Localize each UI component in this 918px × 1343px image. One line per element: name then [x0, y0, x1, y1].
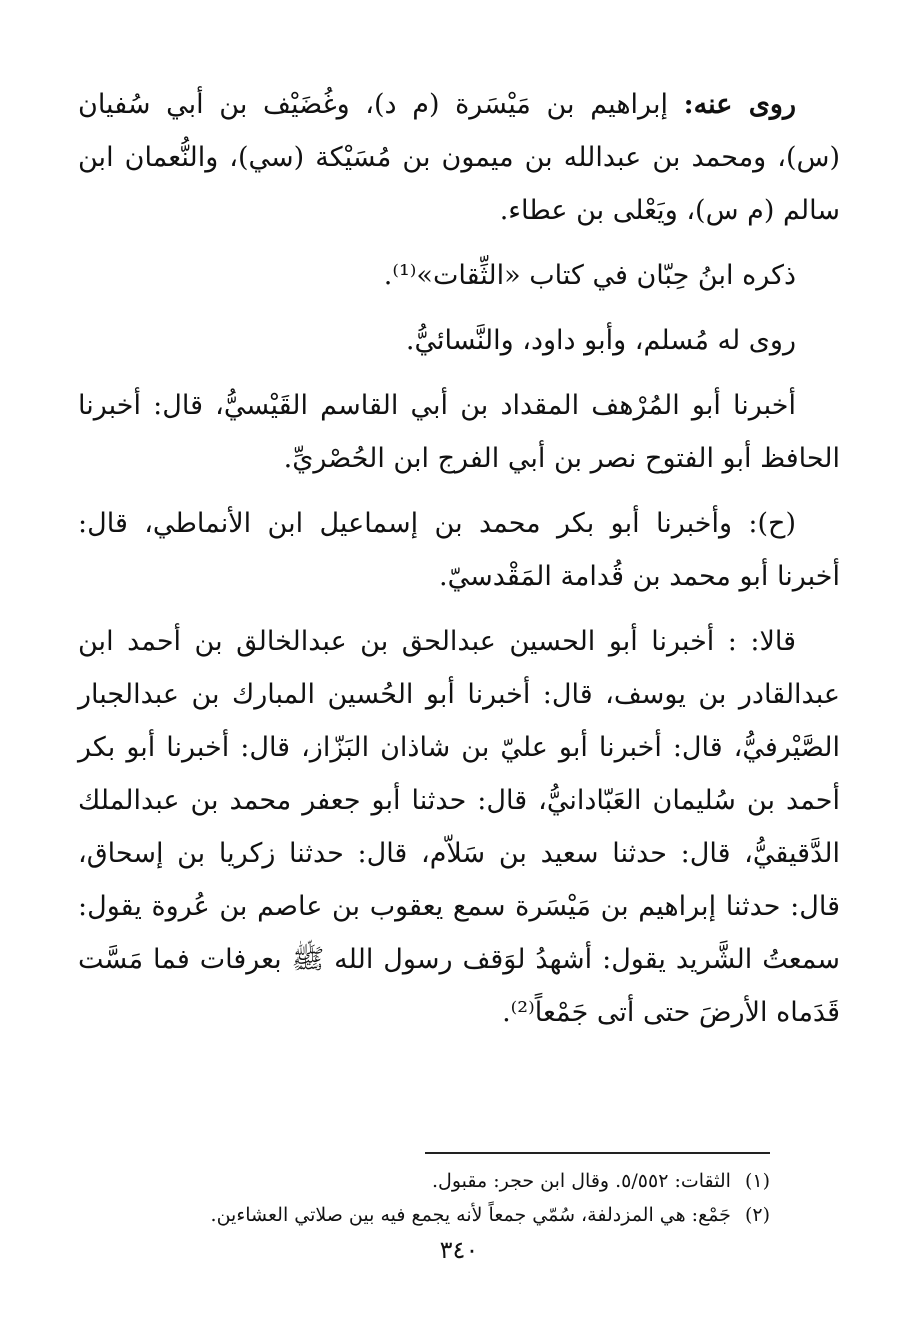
hadith-paragraph: قالا: : أخبرنا أبو الحسين عبدالحق بن عبدالخالق بن أحمد ابن عبدالقادر بن يوسف، قال: أخبرنا أبو الحُسين المبارك بن عبدالجبار الصَّيْرفيُّ، قال: أخبرنا أبو عليّ بن شاذان البَزّاز، قال: أخبرنا أبو بكر أحمد بن سُليمان العَبّادانيُّ، قال: حدثنا أبو جعفر محمد بن عبدالملك الدَّقيقيُّ، قال: حدثنا سعيد بن سَلاّم، قال: حدثنا زكريا بن إسحاق، قال: حدثنا إبراهيم بن مَيْسَرة سمع يعقوب بن عاصم بن عُروة يقول: سمعتُ الشَّريد يقول: أشهدُ لوَقف رسول الله ﷺ بعرفات فما مَسَّت قَدَماه الأرضَ حتى أتى جَمْعاً⁽²⁾. — [78, 626, 840, 1028]
footnote-text: جَمْع: هي المزدلفة، سُمّي جمعاً لأنه يجمع فيه بين صلاتي العشاءين. — [210, 1204, 731, 1226]
footnote-text: الثقات: ٥/٥٥٢. وقال ابن حجر: مقبول. — [432, 1170, 731, 1192]
main-text — [78, 78, 840, 1051]
narrators-text: إبراهيم بن مَيْسَرة (م د)، وغُضَيْف بن أبي سُفيان (س)، ومحمد بن عبدالله بن ميمون بن مُسَيْكة (سي)، والنُّعمان ابن سالم (م س)، ويَعْلى بن عطاء. — [78, 89, 840, 226]
page-number: ٣٤٠ — [439, 1236, 479, 1264]
ibn-hibban-mention: ذكره ابنُ حِبّان في كتاب «الثِّقات»⁽¹⁾. — [383, 260, 796, 291]
narrators-paragraph — [78, 78, 840, 237]
footnotes — [78, 1152, 770, 1232]
transmitters-line: روى له مُسلم، وأبو داود، والنَّسائيُّ. — [405, 325, 796, 356]
isnad-paragraph-2: (ح): وأخبرنا أبو بكر محمد بن إسماعيل ابن الأنماطي، قال: أخبرنا أبو محمد بن قُدامة المَقْدسيّ. — [78, 508, 840, 592]
footnote-2 — [78, 1198, 770, 1232]
footnote-1 — [78, 1164, 770, 1198]
narrators-label: روى عنه: — [683, 89, 796, 120]
isnad-paragraph-1: أخبرنا أبو المُرْهف المقداد بن أبي القاسم القَيْسيُّ، قال: أخبرنا الحافظ أبو الفتوح نصر بن أبي الفرج ابن الحُصْريِّ. — [78, 390, 840, 474]
footnote-number: (٢) — [744, 1204, 770, 1226]
footnote-number: (١) — [744, 1170, 770, 1192]
